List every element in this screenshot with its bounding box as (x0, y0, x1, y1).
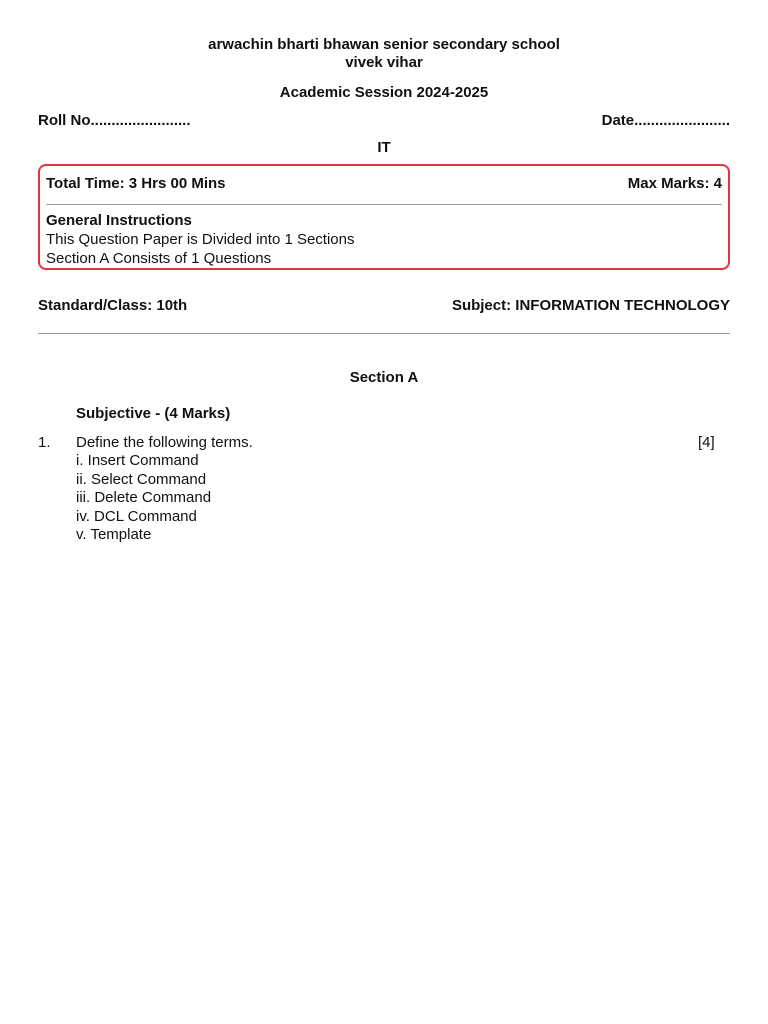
section-divider (38, 333, 730, 334)
question-item: v. Template (76, 526, 152, 544)
total-time: Total Time: 3 Hrs 00 Mins (46, 175, 226, 192)
question-item: iv. DCL Command (76, 507, 197, 525)
subject-name: Subject: INFORMATION TECHNOLOGY (451, 297, 730, 314)
section-subtitle: Subjective - (4 Marks) (76, 405, 231, 422)
question-item: iii. Delete Command (76, 489, 212, 507)
question-body (76, 434, 253, 544)
question-text: Define the following terms. (76, 434, 253, 451)
section-title: Section A (349, 369, 419, 386)
roll-number-label: Roll No........................ (38, 112, 191, 129)
school-name: arwachin bharti bhawan senior secondary school (208, 36, 560, 53)
roll-date-row (38, 112, 730, 130)
school-location: vivek vihar (345, 54, 423, 71)
academic-session: Academic Session 2024-2025 (279, 84, 489, 101)
general-instructions-title: General Instructions (46, 212, 192, 229)
info-box-header (46, 175, 722, 193)
subject-code: IT (377, 139, 391, 156)
question-item: ii. Select Command (76, 470, 207, 488)
instruction-line: This Question Paper is Divided into 1 Sections (46, 231, 355, 248)
standard-class: Standard/Class: 10th (38, 297, 188, 314)
question-marks: [4] (698, 434, 715, 451)
class-subject-row (38, 297, 730, 315)
question-number: 1. (38, 434, 51, 451)
date-label: Date....................... (601, 112, 730, 129)
general-info-box (38, 164, 730, 270)
question-item: i. Insert Command (76, 452, 199, 470)
info-box-divider (46, 204, 722, 205)
instruction-line: Section A Consists of 1 Questions (46, 250, 272, 267)
max-marks: Max Marks: 4 (627, 175, 722, 192)
